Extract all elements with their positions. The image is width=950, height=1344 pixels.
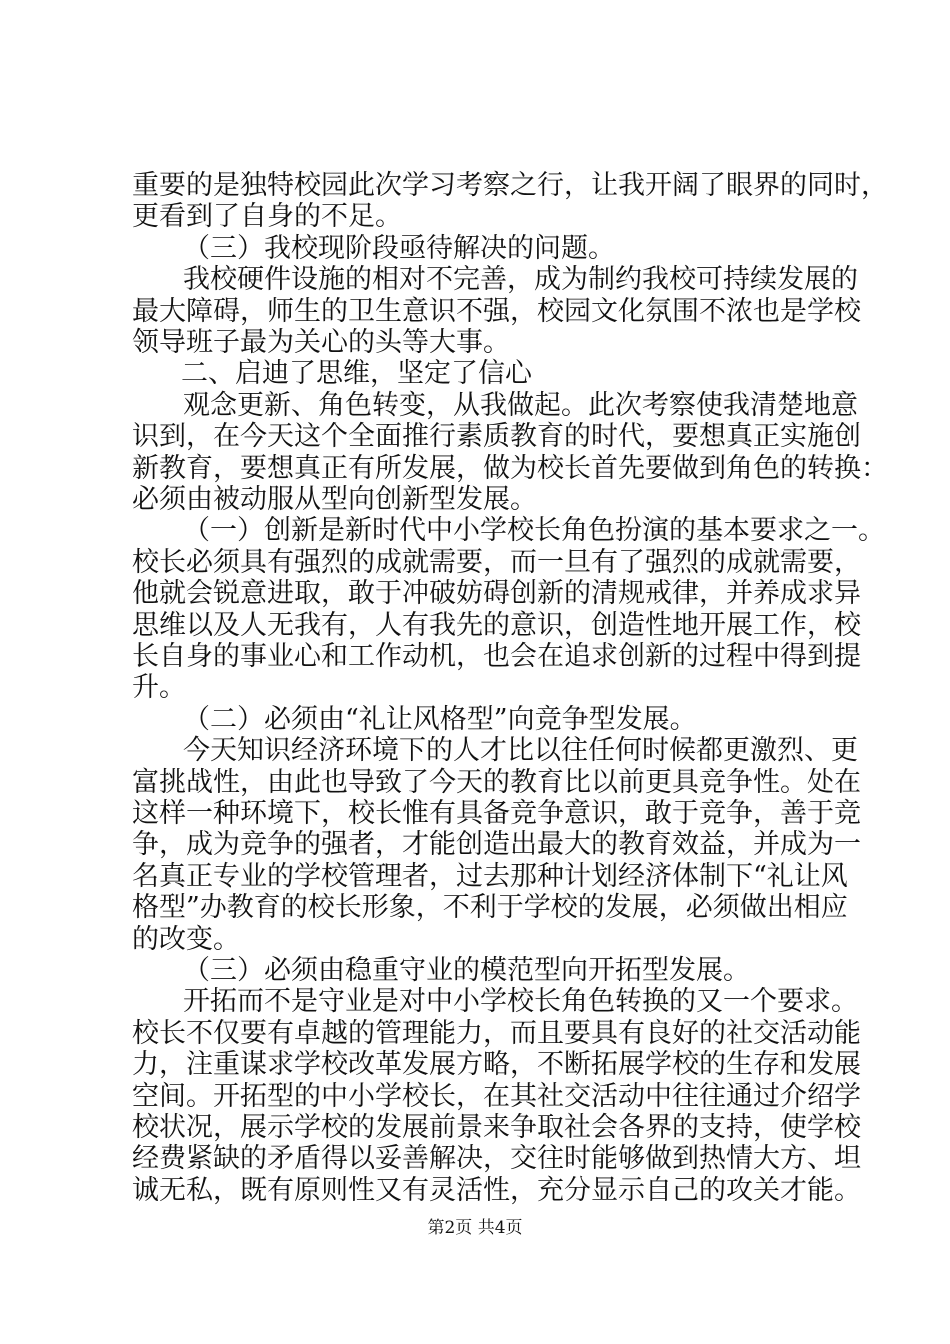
text-line-10: 新教育，要想真正有所发展，做为校长首先要做到角色的转换：: [132, 453, 888, 484]
page-footer: 第2页 共4页: [427, 1218, 523, 1238]
text-line-22: 争，成为竞争的强者，才能创造出最大的教育效益，并成为一: [132, 829, 861, 860]
text-line-14: 他就会锐意进取，敢于冲破妨碍创新的清规戒律，并养成求异: [132, 578, 861, 609]
section-heading: （一）创新是新时代中小学校长角色扮演的基本要求之一。: [183, 515, 885, 546]
text-line-4: 我校硬件设施的相对不完善，成为制约我校可持续发展的: [183, 264, 858, 295]
text-line-28: 校长不仅要有卓越的管理能力，而且要具有良好的社交活动能: [132, 1018, 861, 1049]
text-line-31: 校状况，展示学校的发展前景来争取社会各界的支持，使学校: [132, 1112, 861, 1143]
text-line-6: 领导班子最为关心的头等大事。: [132, 327, 510, 358]
text-line-15: 思维以及人无我有，人有我先的意识，创造性地开展工作，校: [132, 610, 861, 641]
text-line-23: 名真正专业的学校管理者，过去那种计划经济体制下“礼让风: [132, 861, 848, 892]
text-line-11: 必须由被动服从型向创新型发展。: [132, 484, 537, 515]
text-line-24: 格型”办教育的校长形象，不利于学校的发展，必须做出相应: [132, 892, 848, 923]
section-heading: （三）必须由稳重守业的模范型向开拓型发展。: [183, 955, 750, 986]
text-line-16: 长自身的事业心和工作动机，也会在追求创新的过程中得到提: [132, 641, 861, 672]
text-line-30: 空间。开拓型的中小学校长，在其社交活动中往往通过介绍学: [132, 1081, 861, 1112]
text-line-1: 重要的是独特校园此次学习考察之行，让我开阔了眼界的同时，: [132, 170, 888, 201]
text-line-5: 最大障碍，师生的卫生意识不强，校园文化氛围不浓也是学校: [132, 296, 861, 327]
text-line-27: 开拓而不是守业是对中小学校长角色转换的又一个要求。: [183, 986, 858, 1017]
text-line-19: 今天知识经济环境下的人才比以往任何时候都更激烈、更: [183, 735, 858, 766]
text-line-17: 升。: [132, 672, 186, 703]
section-heading: （二）必须由“礼让风格型”向竞争型发展。: [183, 704, 697, 735]
text-line-29: 力，注重谋求学校改革发展方略，不断拓展学校的生存和发展: [132, 1049, 861, 1080]
text-line-8: 观念更新、角色转变，从我做起。此次考察使我清楚地意: [183, 390, 858, 421]
text-line-33: 诚无私，既有原则性又有灵活性，充分显示自己的攻关才能。: [132, 1175, 861, 1206]
section-heading: （三）我校现阶段亟待解决的问题。: [183, 233, 615, 264]
text-line-9: 识到，在今天这个全面推行素质教育的时代，要想真正实施创: [132, 421, 861, 452]
section-heading: 二、启迪了思维，坚定了信心: [181, 358, 532, 389]
text-line-25: 的改变。: [132, 924, 240, 955]
text-line-21: 这样一种环境下，校长惟有具备竞争意识，敢于竞争，善于竞: [132, 798, 861, 829]
text-line-32: 经费紧缺的矛盾得以妥善解决，交往时能够做到热情大方、坦: [132, 1143, 861, 1174]
text-line-13: 校长必须具有强烈的成就需要，而一旦有了强烈的成就需要，: [132, 547, 861, 578]
text-line-20: 富挑战性，由此也导致了今天的教育比以前更具竞争性。处在: [132, 767, 861, 798]
text-line-2: 更看到了自身的不足。: [132, 201, 402, 232]
